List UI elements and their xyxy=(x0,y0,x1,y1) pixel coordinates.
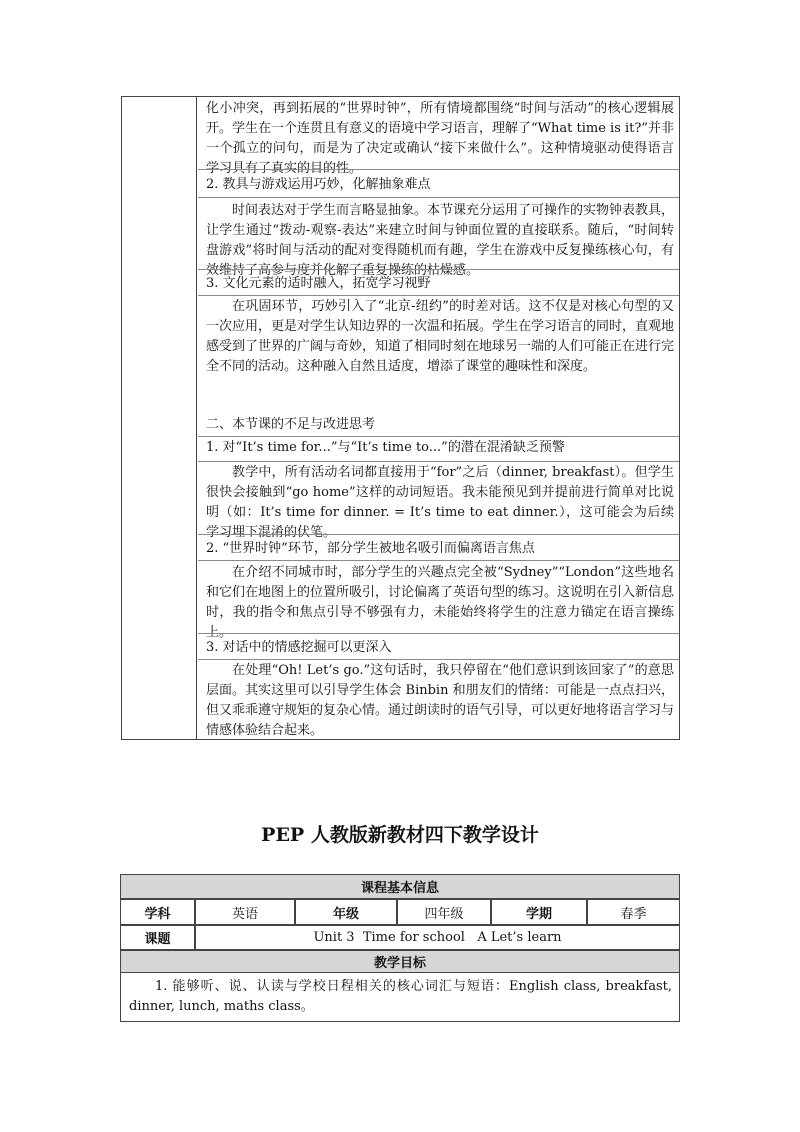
section-2-heading: 二、本节课的不足与改进思考 xyxy=(206,417,376,432)
row-divider xyxy=(198,197,679,198)
grade-value: 四年级 xyxy=(397,899,491,925)
issue-1-heading: 1. 对“It’s time for...”与“It’s time to...”的潜在混淆缺乏预警 xyxy=(206,440,565,455)
issue-2-body: 在介绍不同城市时，部分学生的兴趣点完全被“Sydney”“London”这些地名和它们在地图上的位置所吸引，讨论偏离了英语句型的练习。这说明在引入新信息时，我的指令和焦点引导不够强有力，未能始终将学生的注意力锚定在语言操练上。 xyxy=(206,565,675,640)
topic-value: Unit 3 Time for school A Let’s learn xyxy=(195,925,680,950)
row-divider xyxy=(198,560,679,561)
row-divider xyxy=(198,436,679,437)
teaching-goal-cell xyxy=(120,972,680,1022)
row-divider xyxy=(198,633,679,634)
teaching-goal-1: 1. 能够听、说、认读与学校日程相关的核心词汇与短语：English class, breakfast, dinner, lunch, maths class。 xyxy=(129,979,672,1014)
row-divider xyxy=(198,269,679,270)
paragraph-context-continued: 化小冲突，再到拓展的“世界时钟”，所有情境都围绕“时间与活动”的核心逻辑展开。学生在一个连贯且有意义的语境中学习语言，理解了“What time is it?”并非一个孤立的问句，而是为了决定或确认“接下来做什么”。这种情境驱动使得语言学习具有了真实的目的性。 xyxy=(206,101,674,176)
row-divider xyxy=(198,659,679,660)
point-3-heading: 3. 文化元素的适时融入，拓宽学习视野 xyxy=(206,276,431,291)
document-title: PEP 人教版新教材四下教学设计 xyxy=(261,824,539,846)
term-label: 学期 xyxy=(491,899,587,925)
subject-value: 英语 xyxy=(195,899,295,925)
issue-1-body: 教学中，所有活动名词都直接用于“for”之后（dinner, breakfast）。但学生很快会接触到“go home”这样的动词短语。我未能预见到并提前进行简单对比说明（如：It’s time for dinner. = It’s time to eat dinner.），这可能会为后续学习埋下混淆的伏笔。 xyxy=(206,465,674,540)
section-header-teaching-goals: 教学目标 xyxy=(120,950,680,973)
reflection-label-column xyxy=(122,97,197,739)
issue-3-body: 在处理“Oh! Let’s go.”这句话时，我只停留在“他们意识到该回家了”的意思层面。其实这里可以引导学生体会 Binbin 和朋友们的情绪：可能是一点点扫兴，但又乖乖遵守规矩的复杂心情。通过朗读时的语气引导，可以更好地将语言学习与情感体验结合起来。 xyxy=(206,663,675,738)
point-3-body: 在巩固环节，巧妙引入了“北京-纽约”的时差对话。这不仅是对核心句型的又一次应用，更是对学生认知边界的一次温和拓展。学生在学习语言的同时，直观地感受到了世界的广阔与奇妙，知道了相同时刻在地球另一端的人们可能正在进行完全不同的活动。这种融入自然且适度，增添了课堂的趣味性和深度。 xyxy=(206,299,675,374)
point-2-heading: 2. 教具与游戏运用巧妙，化解抽象难点 xyxy=(206,177,431,192)
course-info-table xyxy=(120,874,680,1022)
row-divider xyxy=(198,461,679,462)
section-header-basic-info: 课程基本信息 xyxy=(120,874,680,899)
grade-label: 年级 xyxy=(295,899,397,925)
row-divider xyxy=(198,295,679,296)
term-value: 春季 xyxy=(587,899,680,925)
reflection-content-cell xyxy=(198,97,679,739)
issue-3-heading: 3. 对话中的情感挖掘可以更深入 xyxy=(206,640,392,655)
row-divider xyxy=(198,534,679,535)
reflection-table xyxy=(121,96,680,740)
row-divider xyxy=(198,169,679,170)
point-2-body: 时间表达对于学生而言略显抽象。本节课充分运用了可操作的实物钟表教具，让学生通过“拨动-观察-表达”来建立时间与钟面位置的直接联系。随后，“时间转盘游戏”将时间与活动的配对变得随机而有趣，学生在游戏中反复操练核心句，有效维持了高参与度并化解了重复操练的枯燥感。 xyxy=(206,203,675,278)
topic-label: 课题 xyxy=(120,925,195,950)
subject-label: 学科 xyxy=(120,899,195,925)
issue-2-heading: 2. “世界时钟”环节，部分学生被地名吸引而偏离语言焦点 xyxy=(206,541,535,556)
